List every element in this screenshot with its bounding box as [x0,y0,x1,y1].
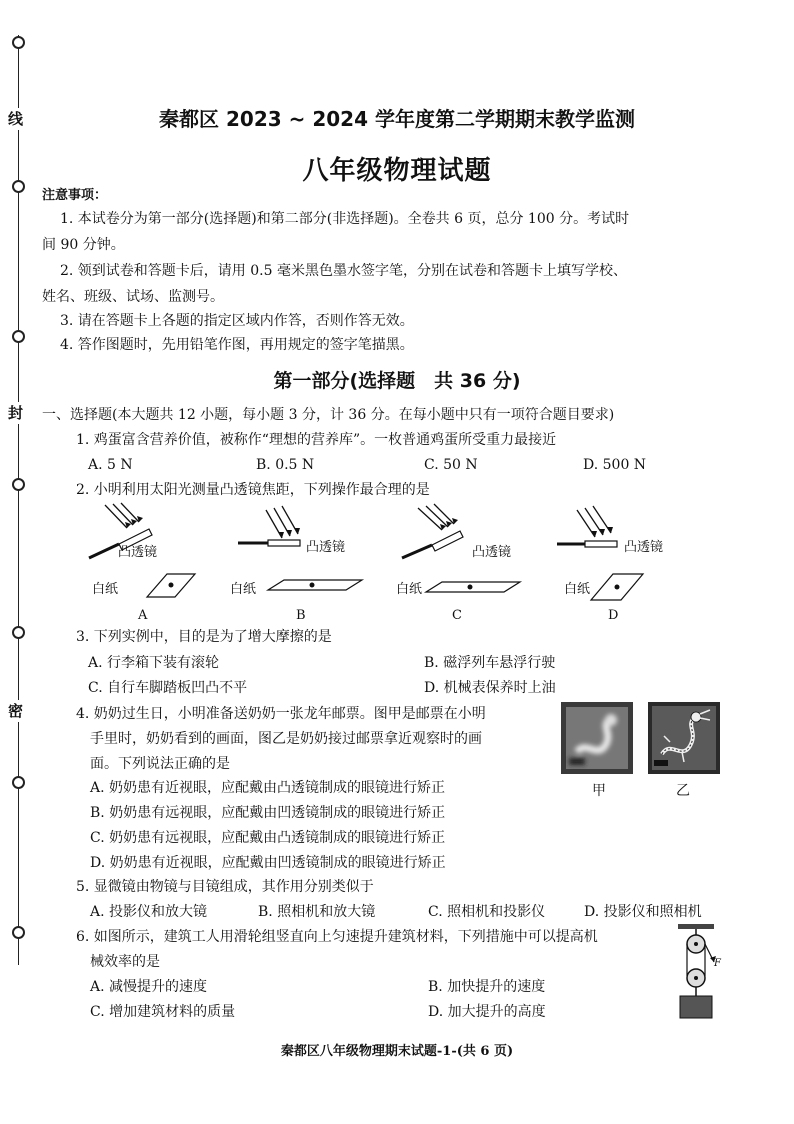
q5-option-b: B. 照相机和放大镜 [258,904,376,920]
binding-hole [12,478,25,491]
q5-stem: 5. 显微镜由物镜与目镜组成，其作用分别类似于 [76,879,374,895]
q2-option-c: C [452,608,462,623]
q6-option-c: C. 增加建筑材料的质量 [90,1004,236,1020]
q6-stem-line: 械效率的是 [90,954,160,970]
q1-option-a: A. 5 N [88,457,133,473]
page-footer: 秦都区八年级物理期末试题-1-(共 6 页) [280,1044,514,1059]
q3-option-d: D. 机械表保养时上油 [424,680,556,696]
q4-option-d: D. 奶奶患有近视眼，应配戴由凹透镜制成的眼镜进行矫正 [90,855,446,871]
binding-char-mi: 密 [8,702,24,720]
section-intro: 一、选择题(本大题共 12 小题，每小题 3 分，计 36 分。在每小题中只有一项符合题目要求) [42,407,615,423]
binding-char-feng: 封 [8,404,24,422]
q1-option-b: B. 0.5 N [256,457,315,473]
q2-paper-label: 白纸 [396,582,423,597]
notice-item: 间 90 分钟。 [42,237,125,253]
q5-option-a: A. 投影仪和放大镜 [90,904,208,920]
notice-heading: 注意事项： [42,188,108,203]
q2-lens-label: 凸透镜 [118,545,158,560]
q2-lens-label: 凸透镜 [624,540,664,555]
q2-stem: 2. 小明利用太阳光测量凸透镜焦距，下列操作最合理的是 [76,482,430,498]
notice-item: 1. 本试卷分为第一部分(选择题)和第二部分(非选择题)。全卷共 6 页，总分 100 分。考试时 [60,211,630,227]
q2-paper-label: 白纸 [564,582,591,597]
q6-option-a: A. 减慢提升的速度 [90,979,208,995]
q3-option-b: B. 磁浮列车悬浮行驶 [424,655,556,671]
binding-hole [12,626,25,639]
q4-option-b: B. 奶奶患有远视眼，应配戴由凹透镜制成的眼镜进行矫正 [90,805,446,821]
q4-option-c: C. 奶奶患有远视眼，应配戴由凸透镜制成的眼镜进行矫正 [90,830,446,846]
q1-option-d: D. 500 N [583,457,647,473]
q1-stem: 1. 鸡蛋富含营养价值，被称作“理想的营养库”。一枚普通鸡蛋所受重力最接近 [76,432,557,448]
q1-option-c: C. 50 N [424,457,478,473]
binding-hole [12,776,25,789]
stamp-blurry-image [561,702,633,774]
binding-hole [12,330,25,343]
q4-option-a: A. 奶奶患有近视眼，应配戴由凸透镜制成的眼镜进行矫正 [90,780,446,796]
binding-hole [12,36,25,49]
q4-stem-line: 面。下列说法正确的是 [90,756,230,772]
pulley-system-figure [672,922,732,1022]
binding-hole [12,926,25,939]
q3-stem: 3. 下列实例中，目的是为了增大摩擦的是 [76,629,332,645]
q4-fig-yi-label: 乙 [676,783,690,799]
q2-paper-label: 白纸 [92,582,119,597]
q5-option-d: D. 投影仪和照相机 [584,904,702,920]
q2-option-a: A [138,608,148,623]
exam-subtitle: 八年级物理试题 [302,156,492,186]
q6-option-b: B. 加快提升的速度 [428,979,546,995]
q2-option-b: B [296,608,306,623]
notice-item: 姓名、班级、试场、监测号。 [42,289,224,305]
q4-stem-line: 4. 奶奶过生日，小明准备送奶奶一张龙年邮票。图甲是邮票在小明 [76,706,486,722]
q4-fig-jia-label: 甲 [592,783,606,799]
stamp-clear-image [648,702,720,774]
q3-option-a: A. 行李箱下装有滚轮 [88,655,220,671]
q4-stem-line: 手里时，奶奶看到的画面，图乙是奶奶接过邮票拿近观察时的画 [90,731,482,747]
q5-option-c: C. 照相机和投影仪 [428,904,546,920]
q2-lens-label: 凸透镜 [306,540,346,555]
q6-stem-line: 6. 如图所示，建筑工人用滑轮组竖直向上匀速提升建筑材料，下列措施中可以提高机 [76,929,598,945]
q2-option-d: D [608,608,619,623]
q6-option-d: D. 加大提升的高度 [428,1004,546,1020]
exam-title: 秦都区 2023 ~ 2024 学年度第二学期期末教学监测 [159,107,635,131]
binding-char-xian: 线 [8,110,24,128]
q3-option-c: C. 自行车脚踏板凹凸不平 [88,680,248,696]
pulley-force-label: F [714,958,721,969]
notice-item: 4. 答作图题时，先用铅笔作图，再用规定的签字笔描黑。 [60,337,414,353]
notice-item: 3. 请在答题卡上各题的指定区域内作答，否则作答无效。 [60,313,414,329]
q2-lens-label: 凸透镜 [472,545,512,560]
section-title: 第一部分(选择题 共 36 分) [273,370,521,392]
q2-paper-label: 白纸 [230,582,257,597]
notice-item: 2. 领到试卷和答题卡后，请用 0.5 毫米黑色墨水签字笔，分别在试卷和答题卡上填写学校、 [60,263,627,279]
